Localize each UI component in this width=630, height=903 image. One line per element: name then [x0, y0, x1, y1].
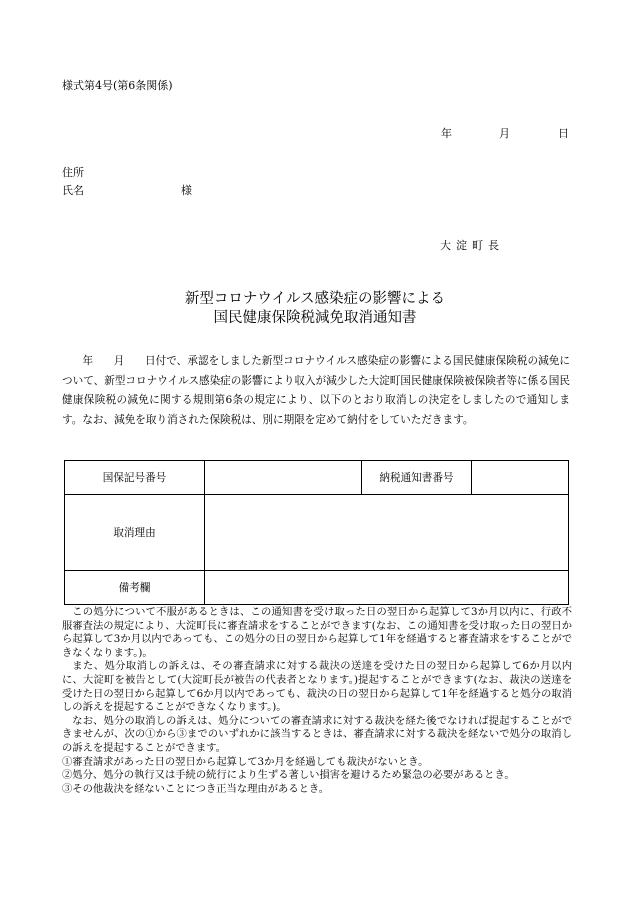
note-paragraph-3: なお、処分の取消しの訴えは、処分についての審査請求に対する裁決を経た後でなければ提起することができませんが、次の①から③までのいずれかに該当するときは、審査請求に対する裁決を経ないで処分の取消しの訴えを提起することができます。: [62, 714, 572, 754]
reason-field[interactable]: [205, 495, 569, 571]
note-item-3: ③その他裁決を経ないことにつき正当な理由があるとき。: [62, 782, 330, 795]
reason-label: 取消理由: [65, 495, 205, 571]
body-paragraph: [62, 352, 570, 430]
date-month-label: 月: [499, 127, 510, 140]
info-table: [64, 460, 569, 605]
form-number: 様式第4号(第6条関係): [62, 79, 173, 92]
body-text: 日付で、承認をしました新型コロナウイルス感染症の影響による国民健康保険税の減免について、新型コロナウイルス感染症の影響により収入が減少した大淀町国民健康保険被保険者等に係る国民健康保険税の減免に関する規則第6条の規定により、以下のとおり取消しの決定をしましたので通知します。なお、減免を取り消された保険税は、別に期限を定めて納付をしていただきます。: [62, 355, 570, 426]
appeal-notes: [62, 606, 572, 796]
note-paragraph-1: この処分について不服があるときは、この通知書を受け取った日の翌日から起算して3か月以内に、行政不服審査法の規定により、大淀町長に審査請求をすることができます(なお、この通知書を受け取った日の翌日から起算して3か月以内であっても、この処分の日の翌日から起算して1年を経過すると審査請求をすることができなくなります。)。: [62, 606, 572, 659]
remarks-field[interactable]: [205, 571, 569, 605]
document-title: [0, 290, 630, 328]
insurance-number-label: 国保記号番号: [65, 461, 205, 495]
remarks-label: 備考欄: [65, 571, 205, 605]
notice-number-label: 納税通知書番号: [362, 461, 472, 495]
note-item-2: ②処分、処分の執行又は手続の続行により生ずる著しい損害を避けるため緊急の必要があるとき。: [62, 769, 515, 782]
body-month: 月: [113, 355, 125, 367]
note-item-1: ①審査請求があった日の翌日から起算して3か月を経過しても裁決がないとき。: [62, 755, 429, 768]
insurance-number-field[interactable]: [205, 461, 362, 495]
body-year: 年: [82, 355, 94, 367]
title-line-2: 国民健康保険税減免取消通知書: [213, 310, 417, 326]
notice-number-field[interactable]: [472, 461, 569, 495]
name-label: 氏名: [62, 184, 84, 197]
issuer: 大淀町長: [440, 239, 504, 252]
honorific: 様: [181, 184, 192, 197]
date-day-label: 日: [558, 127, 569, 140]
note-paragraph-2: また、処分取消しの訴えは、その審査請求に対する裁決の送達を受けた日の翌日から起算して6か月以内に、大淀町を被告として(大淀町長が被告の代表者となります。)提起することができます(なお、裁決の送達を受けた日の翌日から起算して6か月以内であっても、裁決の日の翌日から起算して1年を経過すると処分の取消しの訴えを提起することができなくなります。)。: [62, 660, 572, 714]
address-label: 住所: [62, 166, 84, 179]
title-line-1: 新型コロナウイルス感染症の影響による: [184, 291, 446, 307]
date-year-label: 年: [441, 127, 452, 140]
